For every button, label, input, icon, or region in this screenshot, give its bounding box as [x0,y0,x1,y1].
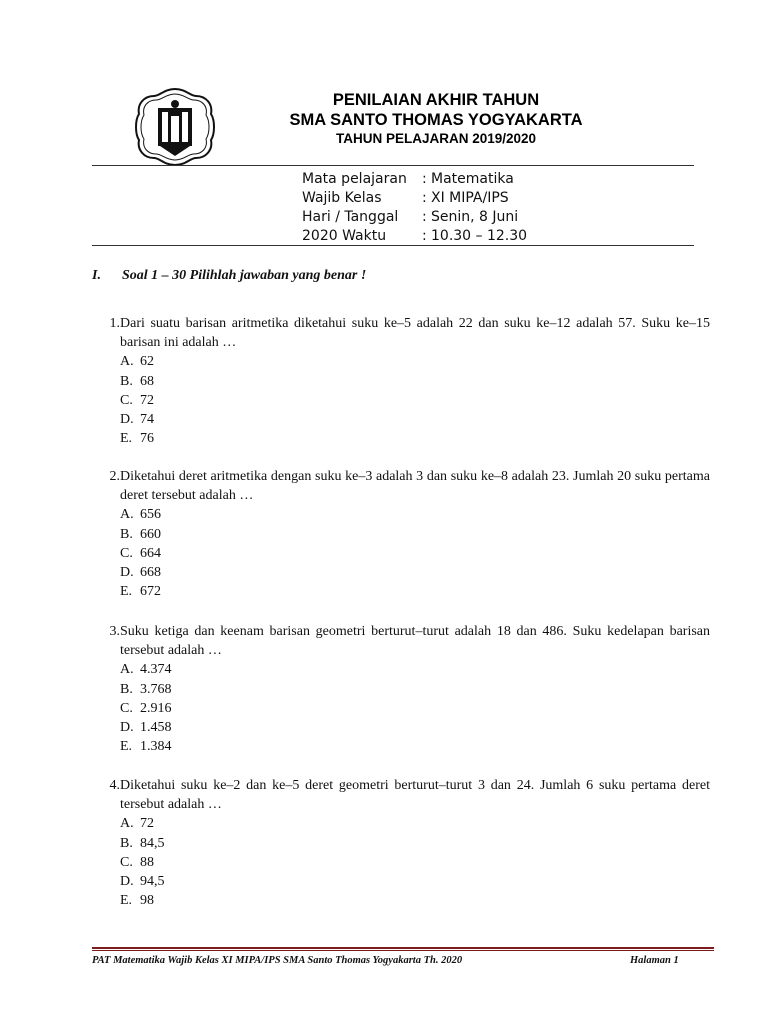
option-letter: D. [120,411,134,427]
academic-year: TAHUN PELAJARAN 2019/2020 [335,131,537,146]
option-letter: A. [120,816,134,832]
question-text: Diketahui deret aritmetika dengan suku ke–3 adalah 3 dan suku ke–8 adalah 23. Jumlah 20 suku pertama deret tersebut adalah … [120,469,710,504]
info-row-date [302,208,527,227]
option-list [120,352,712,448]
option-letter: C. [120,700,133,716]
option-d [120,410,712,429]
option-letter: C. [120,545,133,561]
question-number: 2. [109,469,120,484]
option-letter: C. [120,392,133,408]
option-value: 660 [140,526,161,542]
option-list [120,505,712,601]
school-name: SMA SANTO THOMAS YOGYAKARTA [289,111,583,129]
option-value: 4.374 [140,662,172,678]
option-value: 76 [140,431,154,447]
option-letter: A. [120,507,134,523]
option-value: 84,5 [140,835,165,851]
school-crest-icon [134,86,216,168]
option-value: 88 [140,854,154,870]
option-c [120,544,712,563]
info-colon: : [422,171,427,187]
info-value: Senin, 8 Juni [431,209,519,225]
option-value: 68 [140,373,154,389]
info-colon: : [422,209,427,225]
question-text: Diketahui suku ke–2 dan ke–5 deret geometri berturut–turut 3 dan 24. Jumlah 6 suku pertama deret tersebut adalah … [120,778,710,813]
header-divider [92,165,694,166]
question-1 [92,314,712,448]
option-b [120,680,712,699]
info-row-subject [302,170,527,189]
option-c [120,391,712,410]
option-list [120,660,712,756]
option-a [120,505,712,524]
question-4 [92,776,712,910]
info-row-time [302,227,527,246]
option-letter: A. [120,354,134,370]
question-text: Suku ketiga dan keenam barisan geometri berturut–turut adalah 18 dan 486. Suku kedelapan barisan tersebut adalah … [120,624,710,659]
option-value: 3.768 [140,681,172,697]
option-letter: D. [120,719,134,735]
section-numeral: I. [92,268,101,283]
info-value: XI MIPA/IPS [431,190,509,206]
footer-rule-thin [92,950,714,951]
option-b [120,834,712,853]
option-value: 62 [140,354,154,370]
option-value: 656 [140,507,161,523]
info-label: Mata pelajaran [302,171,407,187]
option-b [120,525,712,544]
option-value: 94,5 [140,873,165,889]
option-letter: E. [120,893,133,909]
info-label: Wajib Kelas [302,190,382,206]
question-3 [92,622,712,756]
option-e [120,737,712,756]
question-number: 1. [109,316,120,331]
option-value: 668 [140,564,161,580]
option-letter: B. [120,373,133,389]
option-a [120,660,712,679]
option-letter: D. [120,873,134,889]
option-list [120,814,712,910]
footer-page-number: Halaman 1 [630,955,679,966]
question-text: Dari suatu barisan aritmetika diketahui suku ke–5 adalah 22 dan suku ke–12 adalah 57. Suku ke–15 barisan ini adalah … [120,316,710,351]
footer-rule-thick [92,947,714,949]
option-value: 74 [140,411,154,427]
info-label: Hari / Tanggal [302,209,399,225]
option-e [120,582,712,601]
info-colon: : [422,190,427,206]
option-letter: B. [120,681,133,697]
option-a [120,814,712,833]
info-value: 10.30 – 12.30 [431,228,528,244]
option-letter: A. [120,662,134,678]
option-letter: D. [120,564,134,580]
option-letter: C. [120,854,133,870]
section-title: Soal 1 – 30 Pilihlah jawaban yang benar ! [122,268,367,283]
option-value: 1.384 [140,739,172,755]
info-value: Matematika [431,171,514,187]
section-heading [92,268,366,284]
info-row-class [302,189,527,208]
option-value: 2.916 [140,700,172,716]
option-letter: E. [120,739,133,755]
question-number: 3. [109,624,120,639]
footer-document-title: PAT Matematika Wajib Kelas XI MIPA/IPS SMA Santo Thomas Yogyakarta Th. 2020 [92,955,463,966]
option-letter: B. [120,835,133,851]
option-value: 98 [140,893,154,909]
exam-info-block [302,170,527,246]
info-divider [92,245,694,246]
info-colon: : [422,228,427,244]
option-a [120,352,712,371]
option-letter: B. [120,526,133,542]
option-d [120,563,712,582]
option-value: 1.458 [140,719,172,735]
option-d [120,872,712,891]
option-c [120,853,712,872]
option-value: 72 [140,816,154,832]
option-e [120,429,712,448]
option-letter: E. [120,431,133,447]
option-value: 664 [140,545,161,561]
option-value: 672 [140,584,161,600]
option-c [120,699,712,718]
option-value: 72 [140,392,154,408]
option-d [120,718,712,737]
question-number: 4. [109,778,120,793]
info-label: 2020 Waktu [302,228,387,244]
option-e [120,891,712,910]
exam-title: PENILAIAN AKHIR TAHUN [332,91,540,109]
option-b [120,372,712,391]
option-letter: E. [120,584,133,600]
question-2 [92,467,712,601]
